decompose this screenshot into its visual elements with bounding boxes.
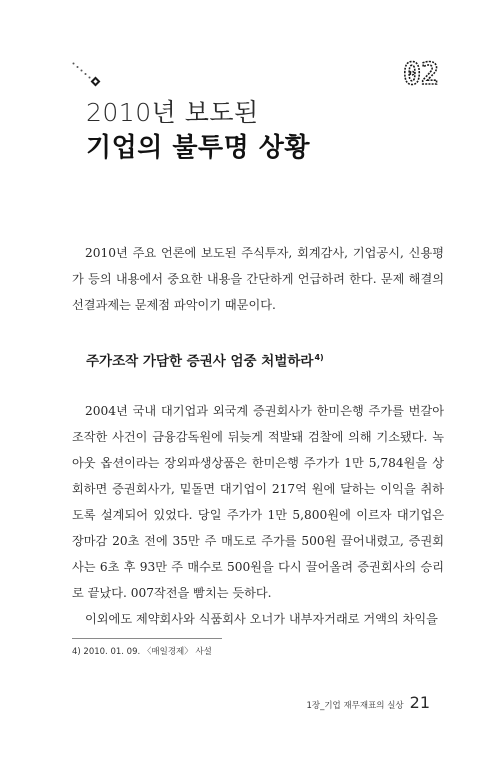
- page-title: [86, 96, 310, 166]
- section-heading-text: 주가조작 가담한 증권사 엄중 처벌하라: [86, 353, 314, 370]
- chapter-number: 02: [402, 58, 440, 88]
- intro-paragraph: 2010년 주요 언론에 보도된 주식투자, 회계감사, 기업공시, 신용평가 등의 내용에서 중요한 내용을 간단하게 언급하려 한다. 문제 해결의 선결과제는 문제점 파악이기 때문이다.: [72, 246, 444, 312]
- section-heading: [86, 348, 324, 372]
- running-head: 1장_기업 재무재표의 실상: [306, 701, 404, 711]
- diagonal-dots-ornament-icon: [72, 62, 102, 88]
- body-paragraph-continued: 이외에도 제약회사와 식품회사 오너가 내부자거래로 거액의 차익을: [85, 612, 438, 626]
- footnote: 4) 2010. 01. 09. 〈매일경제〉 사설: [72, 647, 212, 657]
- running-footer: [306, 693, 430, 712]
- footnote-reference: 4): [314, 353, 324, 362]
- page-number: 21: [409, 693, 430, 712]
- body-paragraph: 2004년 국내 대기업과 외국계 증권회사가 한미은행 주가를 번갈아 조작한 사건이 금융감독원에 뒤늦게 적발돼 검찰에 의해 기소됐다. 녹아웃 옵션이라는 장외파생상품은 한미은행 주가가 1만 5,784원을 상회하면 증권회사가, 밑돌면 대기업이 217억 원에 달하는 이익을 취하도록 설계되어 있었다. 당일 주가가 1만 5,800원에 이르자 대기업은 장마감 20초 전에 35만 주 매도로 주가를 500원 끌어내렸고, 증권회사는 6초 후 93만 주 매수로 500원을 다시 끌어올려 증권회사의 승리로 끝났다. 007작전을 빰치는 듯하다.: [72, 404, 444, 600]
- title-line-2: 기업의 불투명 상황: [86, 133, 311, 163]
- footnote-divider: [72, 638, 222, 639]
- title-line-1: 2010년 보도된: [86, 98, 259, 127]
- chapter-number-badge: [391, 58, 451, 88]
